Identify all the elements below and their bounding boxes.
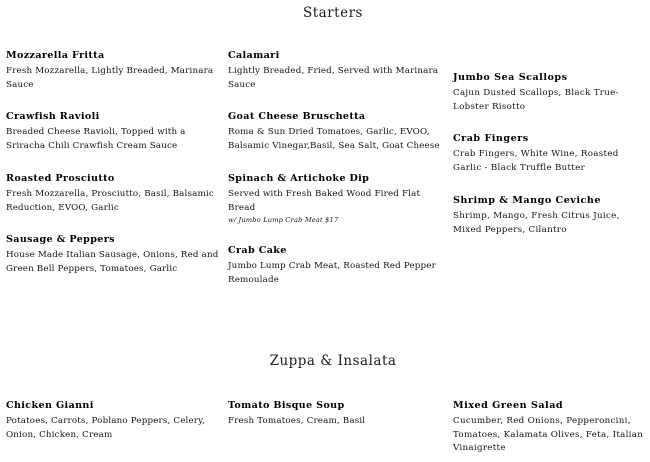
menu-item: [453, 72, 649, 114]
menu-item: [6, 50, 224, 92]
menu-item-name: Roasted Prosciutto: [6, 172, 115, 184]
menu-item: [6, 400, 224, 442]
menu-item-name: Chicken Gianni: [6, 400, 94, 411]
menu-item: [228, 111, 450, 153]
menu-item: [453, 195, 649, 237]
menu-item-description: Served with Fresh Baked Wood Fired Flat Bread: [228, 188, 421, 213]
menu-item-description: Potatoes, Carrots, Poblano Peppers, Celery, Onion, Chicken, Cream: [6, 415, 206, 440]
section-heading-zuppa-insalata: Zuppa & Insalata: [269, 353, 397, 369]
menu-item: [6, 111, 224, 153]
menu-item-description: Fresh Tomatoes, Cream, Basil: [228, 415, 366, 426]
menu-item-name: Tomato Bisque Soup: [228, 400, 345, 411]
menu-item-description: Breaded Cheese Ravioli, Topped with a Sriracha Chili Crawfish Cream Sauce: [6, 127, 186, 152]
menu-item-description: Cucumber, Red Onions, Pepperoncini, Tomatoes, Kalamata Olives, Feta, Italian Vinaigrette: [453, 415, 644, 454]
menu-item-name: Crab Fingers: [453, 133, 529, 145]
menu-item: [6, 173, 224, 215]
menu-item-name: Mixed Green Salad: [453, 400, 564, 411]
menu-item-description: Fresh Mozzarella, Lightly Breaded, Marinara Sauce: [6, 65, 214, 90]
menu-item: [228, 50, 450, 92]
menu-item: [6, 234, 224, 276]
menu-item-name: Shrimp & Mango Ceviche: [453, 194, 601, 206]
menu-item-description: Shrimp, Mango, Fresh Citrus Juice, Mixed Peppers, Cilantro: [453, 210, 620, 235]
menu-item-name: Goat Cheese Bruschetta: [228, 111, 366, 123]
starters-column-left: [6, 50, 224, 277]
menu-item-name: Calamari: [228, 50, 280, 61]
starters-column-right: [453, 72, 649, 237]
menu-item: [453, 400, 649, 456]
menu-item-description: Cajun Dusted Scallops, Black True-Lobster Risotto: [453, 87, 619, 112]
menu-item-name: Spinach & Artichoke Dip: [228, 172, 370, 184]
section-heading-starters: Starters: [303, 5, 363, 21]
menu-item-description: Crab Fingers, White Wine, Roasted Garlic - Black Truffle Butter: [453, 149, 619, 174]
menu-item-name: Mozzarella Fritta: [6, 50, 105, 61]
menu-item-upcharge-note: w/ Jumbo Lump Crab Meat $17: [228, 216, 339, 225]
zuppa-column-left: [6, 400, 224, 442]
menu-item-description: Jumbo Lump Crab Meat, Roasted Red Pepper Remoulade: [228, 261, 436, 285]
menu-item-name: Sausage & Peppers: [6, 234, 115, 246]
zuppa-column-right: [453, 400, 649, 456]
menu-item-description: Lightly Breaded, Fried, Served with Marinara Sauce: [228, 65, 439, 90]
menu-item: [228, 173, 450, 226]
menu-item: [453, 133, 649, 175]
menu-item-description: Roma & Sun Dried Tomatoes, Garlic, EVOO, Balsamic Vinegar,Basil, Sea Salt, Goat Cheese: [228, 127, 440, 152]
menu-item-name: Crawfish Ravioli: [6, 111, 100, 123]
menu-item: [228, 245, 450, 287]
menu-item-description: House Made Italian Sausage, Onions, Red and Green Bell Peppers, Tomatoes, Garlic: [6, 250, 219, 274]
menu-item-description: Fresh Mozzarella, Prosciutto, Basil, Balsamic Reduction, EVOO, Garlic: [6, 188, 214, 213]
menu-item-name: Jumbo Sea Scallops: [453, 72, 568, 83]
menu-item-name: Crab Cake: [228, 245, 287, 257]
zuppa-column-middle: [228, 400, 450, 429]
menu-item: [228, 400, 450, 429]
starters-column-middle: [228, 50, 450, 288]
